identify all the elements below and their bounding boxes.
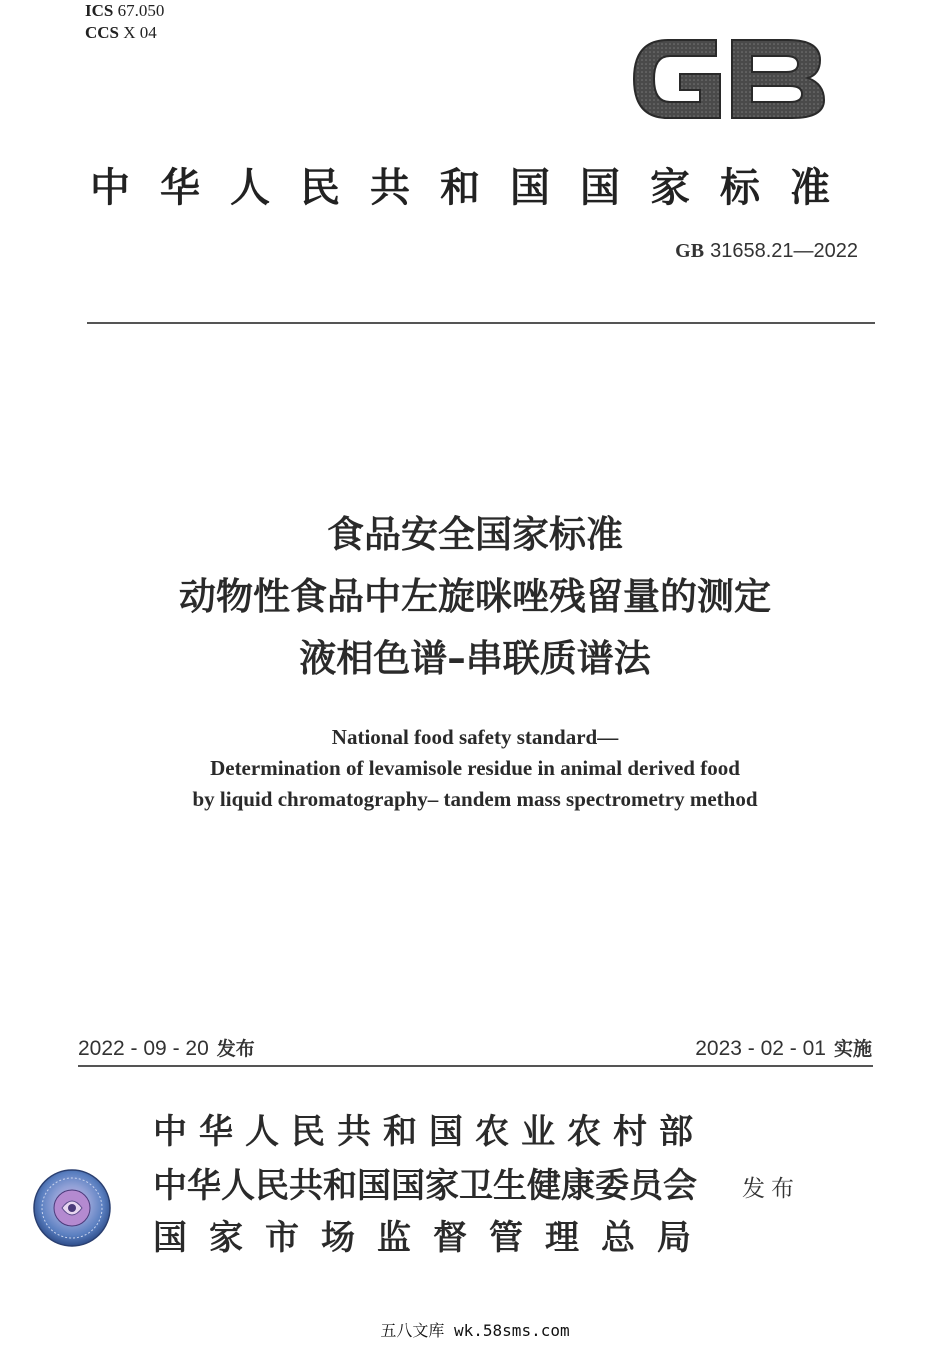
- standard-number: [675, 240, 858, 263]
- title-en-line-3: by liquid chromatography– tandem mass spectrometry method: [192, 787, 758, 811]
- ccs-label: CCS: [85, 23, 120, 42]
- top-divider: [87, 322, 875, 324]
- title-zh-line-1: 食品安全国家标准: [327, 513, 623, 556]
- publisher-health-commission: 中华人民共和国国家卫生健康委员会: [153, 1166, 697, 1206]
- effective-date-label: 实施: [833, 1038, 872, 1060]
- standard-prefix: GB: [675, 240, 705, 262]
- effective-date-value: 2023 - 02 - 01: [695, 1037, 826, 1060]
- title-en-line-2: Determination of levamisole residue in animal derived food: [210, 756, 740, 780]
- title-zh-line-3: 液相色谱–串联质谱法: [299, 637, 651, 680]
- publisher-market-regulation: 国家市场监督管理总局: [153, 1218, 713, 1258]
- gb-logo-icon: [628, 30, 828, 128]
- footer-watermark: 五八文库 wk.58sms.com: [380, 1321, 570, 1340]
- issue-date: [78, 1034, 255, 1061]
- bottom-divider: [78, 1065, 873, 1067]
- publisher-agriculture: 中华人民共和国农业农村部: [153, 1112, 705, 1152]
- ccs-value: X 04: [123, 23, 157, 42]
- issue-date-label: 发布: [216, 1038, 255, 1060]
- title-zh-line-2: 动物性食品中左旋咪唑残留量的测定: [179, 575, 771, 618]
- standard-code: 31658.21—2022: [710, 240, 858, 262]
- effective-date: [695, 1034, 872, 1061]
- official-seal-icon: [32, 1168, 112, 1248]
- ccs-code: [85, 22, 157, 43]
- ics-code: [85, 0, 164, 21]
- ics-value: 67.050: [117, 1, 165, 20]
- country-standard-title: 中华人民共和国国家标准: [90, 165, 860, 211]
- publish-label: 发布: [742, 1176, 800, 1202]
- ics-label: ICS: [85, 1, 114, 20]
- issue-date-value: 2022 - 09 - 20: [78, 1037, 209, 1060]
- title-en-line-1: National food safety standard—: [331, 725, 619, 749]
